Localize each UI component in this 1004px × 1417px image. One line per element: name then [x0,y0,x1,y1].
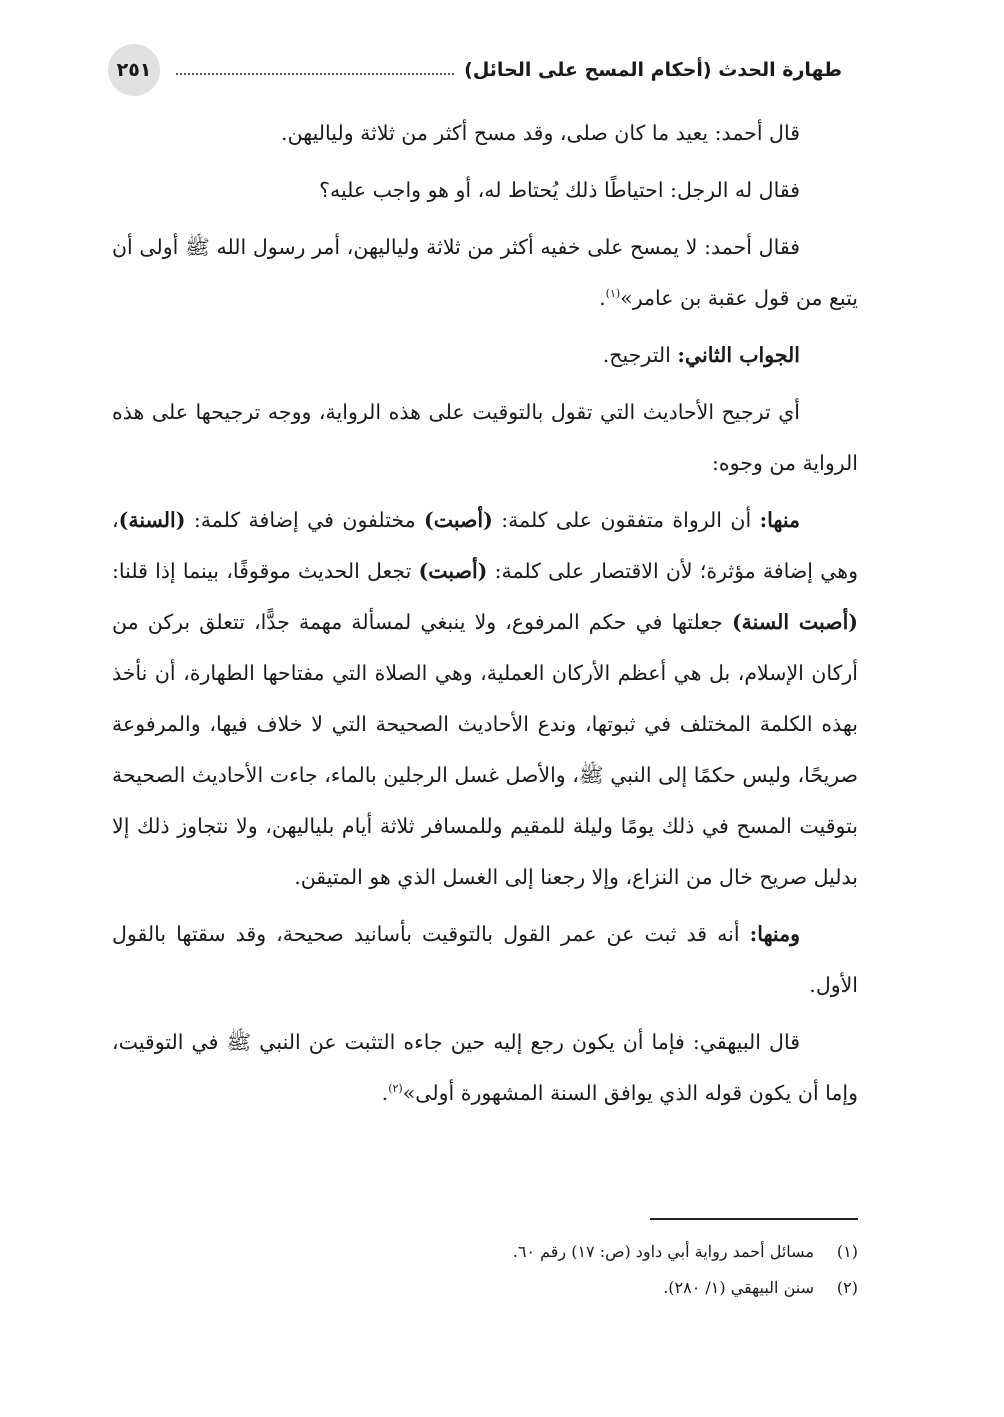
running-header [108,44,852,96]
paragraph-text: قال أحمد: يعيد ما كان صلى، وقد مسح أكثر من ثلاثة ولياليهن. [281,121,800,145]
header-dotted-leader [176,73,454,75]
footnote-number: (١) [836,1242,858,1261]
paragraph [112,1017,858,1119]
paragraph-text: أنه قد ثبت عن عمر القول بالتوقيت بأسانيد صحيحة، وقد سقتها بالقول الأول. [112,922,858,997]
footnote-item [146,1270,858,1306]
bold-term: (أصبت) [418,559,488,583]
bold-term: (السنة) [118,508,186,532]
bold-heading: ومنها: [749,922,800,946]
paragraph-text: تجعل الحديث موقوفًا، بينما إذا قلنا: [112,559,419,583]
paragraph-text: أن الرواة متفقون على كلمة: [492,508,760,532]
paragraph-text: مختلفون في إضافة كلمة: [185,508,424,532]
paragraph [112,909,858,1011]
paragraph-text: فقال أحمد: لا يمسح على خفيه أكثر من ثلاثة ولياليهن، أمر رسول الله ﷺ أولى أن يتبع من قول عقبة بن عامر» [112,235,858,310]
paragraph-text: . [381,1081,389,1105]
paragraph-text: قال البيهقي: فإما أن يكون رجع إليه حين جاءه التثبت عن النبي ﷺ في التوقيت، وإما أن يكون قوله الذي يوافق السنة المشهورة أولى» [112,1030,858,1105]
paragraph-text: ، وهي إضافة مؤثرة؛ لأن الاقتصار على كلمة: [112,508,858,583]
footnotes [146,1234,858,1306]
footnote-separator [650,1218,858,1220]
footnote-item [146,1234,858,1270]
bold-term: (أصبت السنة) [731,610,858,634]
footnote-number: (٢) [836,1278,858,1297]
page-number-badge: ٢٥١ [108,44,160,96]
footnote-ref[interactable]: (٢) [388,1082,403,1096]
chapter-title: طهارة الحدث (أحكام المسح على الحائل) [464,59,842,81]
footnote-ref[interactable]: (١) [605,287,621,301]
footnote-text: سنن البيهقي (١/ ٢٨٠). [663,1278,814,1297]
bold-term: (أصبت) [424,508,493,532]
paragraph [112,387,858,489]
paragraph [112,222,858,324]
paragraph-text: فقال له الرجل: احتياطًا ذلك يُحتاط له، أو هو واجب عليه؟ [319,178,800,202]
bold-heading: الجواب الثاني: [677,343,800,367]
paragraph-text: . [599,286,606,310]
paragraph [112,165,858,216]
paragraph [112,330,858,381]
paragraph [112,108,858,159]
main-text [112,108,858,1125]
footnote-text: مسائل أحمد رواية أبي داود (ص: ١٧) رقم ٦٠. [512,1242,814,1261]
paragraph [112,495,858,903]
paragraph-text: الترجيح. [602,343,678,367]
paragraph-text: جعلتها في حكم المرفوع، ولا ينبغي لمسألة مهمة جدًّا، تتعلق بركن من أركان الإسلام، بل هي أعظم الأركان العملية، وهي الصلاة التي مفتاحها الطهارة، أن نأخذ بهذه الكلمة المختلف في ثبوتها، وندع الأحاديث الصحيحة التي لا خلاف فيها، والمرفوعة صريحًا، وليس حكمًا إلى النبي ﷺ، والأصل غسل الرجلين بالماء، جاءت الأحاديث الصحيحة بتوقيت المسح في ذلك يومًا وليلة للمقيم وللمسافر ثلاثة أيام بلياليهن، ولا نتجاوز ذلك إلا بدليل صريح خال من النزاع، وإلا رجعنا إلى الغسل الذي هو المتيقن. [112,610,858,889]
bold-heading: منها: [759,508,800,532]
paragraph-text: أي ترجيح الأحاديث التي تقول بالتوقيت على هذه الرواية، ووجه ترجيحها على هذه الرواية من وجوه: [112,400,858,475]
